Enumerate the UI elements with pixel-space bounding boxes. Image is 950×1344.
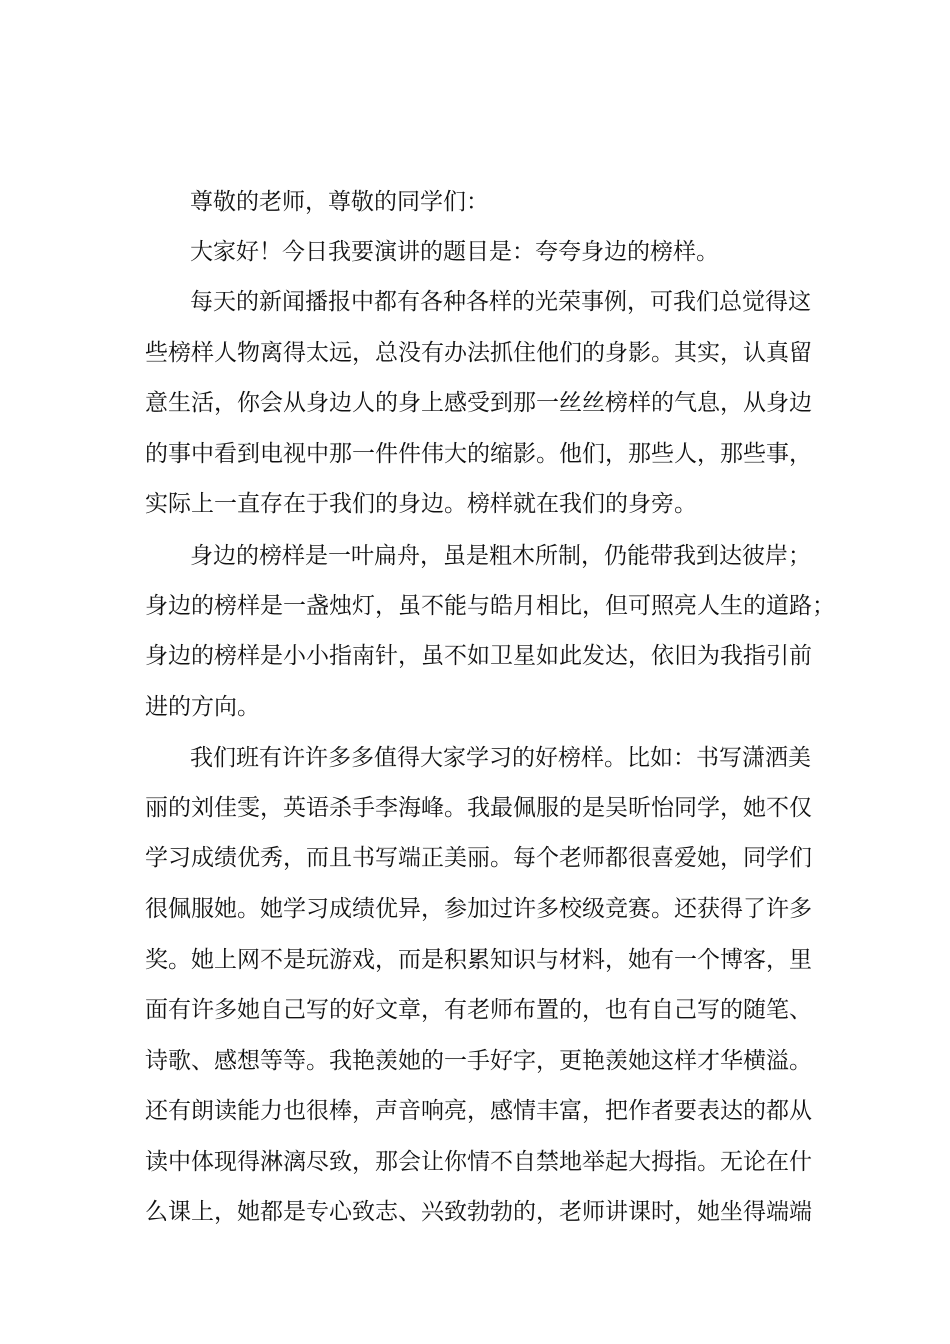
paragraph-3-line-10: 么课上，她都是专心致志、兴致勃勃的，老师讲课时，她坐得端端: [145, 1199, 812, 1225]
paragraph-2-line-4: 进的方向。: [145, 694, 260, 720]
greeting-line: 大家好！今日我要演讲的题目是：夸夸身边的榜样。: [190, 239, 719, 265]
paragraph-2-line-1: 身边的榜样是一叶扁舟，虽是粗木所制，仍能带我到达彼岸；: [190, 543, 811, 569]
paragraph-3-line-6: 面有许多她自己写的好文章，有老师布置的，也有自己写的随笔、: [145, 997, 812, 1023]
paragraph-3-line-9: 读中体现得淋漓尽致，那会让你情不自禁地举起大拇指。无论在什: [145, 1149, 812, 1175]
paragraph-3-line-2: 丽的刘佳雯，英语杀手李海峰。我最佩服的是吴昕怡同学，她不仅: [145, 795, 812, 821]
paragraph-1-line-3: 意生活，你会从身边人的身上感受到那一丝丝榜样的气息，从身边: [145, 390, 812, 416]
paragraph-3-line-1: 我们班有许许多多值得大家学习的好榜样。比如：书写潇洒美: [190, 745, 811, 771]
paragraph-3-line-3: 学习成绩优秀，而且书写端正美丽。每个老师都很喜爱她，同学们: [145, 845, 812, 871]
paragraph-1-line-4: 的事中看到电视中那一件件伟大的缩影。他们，那些人，那些事，: [145, 441, 812, 467]
paragraph-2-line-2: 身边的榜样是一盏烛灯，虽不能与皓月相比，但可照亮人生的道路；: [145, 593, 835, 619]
paragraph-1-line-2: 些榜样人物离得太远，总没有办法抓住他们的身影。其实，认真留: [145, 340, 812, 366]
paragraph-3-line-8: 还有朗读能力也很棒，声音响亮，感情丰富，把作者要表达的都从: [145, 1098, 812, 1124]
paragraph-1-line-1: 每天的新闻播报中都有各种各样的光荣事例，可我们总觉得这: [190, 289, 811, 315]
paragraph-1-line-5: 实际上一直存在于我们的身边。榜样就在我们的身旁。: [145, 491, 697, 517]
paragraph-2-line-3: 身边的榜样是小小指南针，虽不如卫星如此发达，依旧为我指引前: [145, 643, 812, 669]
paragraph-3-line-4: 很佩服她。她学习成绩优异，参加过许多校级竞赛。还获得了许多: [145, 896, 812, 922]
salutation-line: 尊敬的老师，尊敬的同学们：: [190, 189, 489, 215]
paragraph-3-line-7: 诗歌、感想等等。我艳羡她的一手好字，更艳羡她这样才华横溢。: [145, 1048, 812, 1074]
paragraph-3-line-5: 奖。她上网不是玩游戏，而是积累知识与材料，她有一个博客，里: [145, 947, 812, 973]
